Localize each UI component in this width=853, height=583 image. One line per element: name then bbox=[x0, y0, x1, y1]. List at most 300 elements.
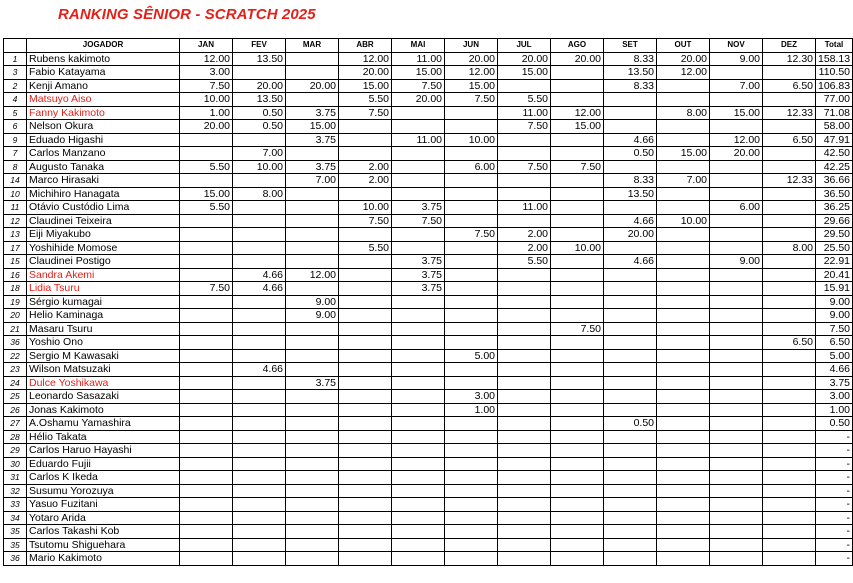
month-score-mai bbox=[392, 174, 445, 188]
month-score-set: 0.50 bbox=[604, 147, 657, 161]
month-score-jun: 7.50 bbox=[445, 228, 498, 242]
total-score: - bbox=[816, 498, 853, 512]
total-score: - bbox=[816, 471, 853, 485]
month-score-jun bbox=[445, 511, 498, 525]
month-score-out bbox=[657, 322, 710, 336]
month-score-set: 4.66 bbox=[604, 255, 657, 269]
month-score-set: 4.66 bbox=[604, 133, 657, 147]
table-row bbox=[4, 133, 853, 147]
month-score-abr: 7.50 bbox=[339, 214, 392, 228]
month-score-ago bbox=[551, 79, 604, 93]
month-score-jul bbox=[498, 430, 551, 444]
month-score-dez: 6.50 bbox=[763, 79, 816, 93]
month-score-fev bbox=[233, 538, 286, 552]
month-score-jun bbox=[445, 322, 498, 336]
month-score-mai: 7.50 bbox=[392, 79, 445, 93]
month-score-jul bbox=[498, 417, 551, 431]
month-score-ago bbox=[551, 525, 604, 539]
month-score-abr: 20.00 bbox=[339, 66, 392, 80]
month-score-out bbox=[657, 187, 710, 201]
month-score-nov bbox=[710, 511, 763, 525]
month-score-nov bbox=[710, 160, 763, 174]
total-score: - bbox=[816, 511, 853, 525]
column-header-fev: FEV bbox=[233, 39, 286, 53]
month-score-jan bbox=[180, 471, 233, 485]
month-score-mai bbox=[392, 457, 445, 471]
month-score-nov: 7.00 bbox=[710, 79, 763, 93]
month-score-mai bbox=[392, 430, 445, 444]
month-score-jun bbox=[445, 376, 498, 390]
total-score: 20.41 bbox=[816, 268, 853, 282]
month-score-fev bbox=[233, 241, 286, 255]
month-score-jun bbox=[445, 417, 498, 431]
column-header-out: OUT bbox=[657, 39, 710, 53]
month-score-out bbox=[657, 255, 710, 269]
month-score-ago bbox=[551, 147, 604, 161]
month-score-dez bbox=[763, 525, 816, 539]
month-score-jul bbox=[498, 363, 551, 377]
month-score-jan bbox=[180, 511, 233, 525]
month-score-out bbox=[657, 268, 710, 282]
month-score-mar bbox=[286, 430, 339, 444]
month-score-mar bbox=[286, 363, 339, 377]
month-score-abr bbox=[339, 390, 392, 404]
month-score-dez bbox=[763, 349, 816, 363]
month-score-jul bbox=[498, 268, 551, 282]
month-score-jun bbox=[445, 484, 498, 498]
month-score-dez bbox=[763, 187, 816, 201]
month-score-mai bbox=[392, 390, 445, 404]
month-score-ago bbox=[551, 255, 604, 269]
month-score-ago bbox=[551, 471, 604, 485]
month-score-out bbox=[657, 525, 710, 539]
month-score-set bbox=[604, 376, 657, 390]
month-score-ago bbox=[551, 444, 604, 458]
column-header-jan: JAN bbox=[180, 39, 233, 53]
total-score: 71.08 bbox=[816, 106, 853, 120]
player-name: Leonardo Sasazaki bbox=[27, 390, 180, 404]
month-score-ago: 12.00 bbox=[551, 106, 604, 120]
month-score-jul: 7.50 bbox=[498, 160, 551, 174]
month-score-jun: 6.00 bbox=[445, 160, 498, 174]
month-score-nov bbox=[710, 174, 763, 188]
month-score-jan bbox=[180, 295, 233, 309]
month-score-jun: 5.00 bbox=[445, 349, 498, 363]
month-score-fev: 4.66 bbox=[233, 268, 286, 282]
row-position: 22 bbox=[4, 349, 27, 363]
month-score-fev: 4.66 bbox=[233, 363, 286, 377]
row-position: 12 bbox=[4, 214, 27, 228]
month-score-set bbox=[604, 201, 657, 215]
row-position: 6 bbox=[4, 120, 27, 134]
month-score-nov bbox=[710, 336, 763, 350]
month-score-set bbox=[604, 322, 657, 336]
player-name: Michihiro Hanagata bbox=[27, 187, 180, 201]
total-score: - bbox=[816, 552, 853, 566]
month-score-mai: 15.00 bbox=[392, 66, 445, 80]
month-score-mai bbox=[392, 160, 445, 174]
month-score-abr bbox=[339, 120, 392, 134]
row-position: 14 bbox=[4, 174, 27, 188]
month-score-jul bbox=[498, 390, 551, 404]
total-score: 29.66 bbox=[816, 214, 853, 228]
player-name: Hélio Takata bbox=[27, 430, 180, 444]
total-score: 36.66 bbox=[816, 174, 853, 188]
month-score-fev: 7.00 bbox=[233, 147, 286, 161]
month-score-ago bbox=[551, 376, 604, 390]
player-name: Fanny Kakimoto bbox=[27, 106, 180, 120]
month-score-abr: 2.00 bbox=[339, 160, 392, 174]
month-score-abr bbox=[339, 268, 392, 282]
month-score-mar: 3.75 bbox=[286, 106, 339, 120]
row-position: 2 bbox=[4, 79, 27, 93]
month-score-nov bbox=[710, 322, 763, 336]
month-score-jul bbox=[498, 295, 551, 309]
table-row bbox=[4, 255, 853, 269]
month-score-jan: 5.50 bbox=[180, 160, 233, 174]
month-score-set: 13.50 bbox=[604, 66, 657, 80]
row-position: 17 bbox=[4, 241, 27, 255]
month-score-jan bbox=[180, 336, 233, 350]
month-score-ago bbox=[551, 309, 604, 323]
month-score-set bbox=[604, 106, 657, 120]
month-score-abr bbox=[339, 187, 392, 201]
row-position: 16 bbox=[4, 268, 27, 282]
player-name: Matsuyo Aiso bbox=[27, 93, 180, 107]
row-position: 25 bbox=[4, 390, 27, 404]
total-score: 3.75 bbox=[816, 376, 853, 390]
month-score-nov bbox=[710, 484, 763, 498]
table-row bbox=[4, 282, 853, 296]
month-score-dez bbox=[763, 430, 816, 444]
month-score-dez: 6.50 bbox=[763, 133, 816, 147]
column-header-mai: MAI bbox=[392, 39, 445, 53]
month-score-jul bbox=[498, 444, 551, 458]
month-score-jan bbox=[180, 255, 233, 269]
month-score-jun bbox=[445, 174, 498, 188]
month-score-nov: 9.00 bbox=[710, 255, 763, 269]
total-score: - bbox=[816, 457, 853, 471]
month-score-abr bbox=[339, 444, 392, 458]
month-score-fev bbox=[233, 403, 286, 417]
table-row bbox=[4, 174, 853, 188]
month-score-nov bbox=[710, 228, 763, 242]
month-score-jun bbox=[445, 147, 498, 161]
month-score-mar bbox=[286, 390, 339, 404]
month-score-abr bbox=[339, 349, 392, 363]
month-score-fev bbox=[233, 228, 286, 242]
row-position: 1 bbox=[4, 52, 27, 66]
table-row bbox=[4, 511, 853, 525]
month-score-jan bbox=[180, 241, 233, 255]
total-score: - bbox=[816, 484, 853, 498]
month-score-mai bbox=[392, 417, 445, 431]
month-score-dez bbox=[763, 390, 816, 404]
player-name: Claudinei Teixeira bbox=[27, 214, 180, 228]
month-score-mar bbox=[286, 187, 339, 201]
month-score-set: 8.33 bbox=[604, 174, 657, 188]
month-score-nov bbox=[710, 187, 763, 201]
month-score-jan bbox=[180, 322, 233, 336]
month-score-abr: 10.00 bbox=[339, 201, 392, 215]
month-score-jun bbox=[445, 457, 498, 471]
month-score-out: 15.00 bbox=[657, 147, 710, 161]
month-score-fev bbox=[233, 349, 286, 363]
total-score: 47.91 bbox=[816, 133, 853, 147]
month-score-dez: 12.30 bbox=[763, 52, 816, 66]
row-position: 9 bbox=[4, 133, 27, 147]
month-score-nov bbox=[710, 430, 763, 444]
month-score-mar bbox=[286, 241, 339, 255]
month-score-jan: 7.50 bbox=[180, 79, 233, 93]
month-score-dez: 12.33 bbox=[763, 106, 816, 120]
month-score-mar bbox=[286, 484, 339, 498]
month-score-mai bbox=[392, 228, 445, 242]
month-score-jul bbox=[498, 498, 551, 512]
page-title: RANKING SÊNIOR - SCRATCH 2025 bbox=[58, 6, 316, 23]
month-score-set bbox=[604, 120, 657, 134]
month-score-abr bbox=[339, 511, 392, 525]
player-name: Sandra Akemi bbox=[27, 268, 180, 282]
total-score: 15.91 bbox=[816, 282, 853, 296]
month-score-nov bbox=[710, 417, 763, 431]
month-score-jul bbox=[498, 214, 551, 228]
month-score-nov bbox=[710, 403, 763, 417]
month-score-out bbox=[657, 282, 710, 296]
month-score-out bbox=[657, 93, 710, 107]
month-score-set bbox=[604, 538, 657, 552]
month-score-mar bbox=[286, 471, 339, 485]
month-score-jun bbox=[445, 268, 498, 282]
month-score-jun: 1.00 bbox=[445, 403, 498, 417]
month-score-jun bbox=[445, 214, 498, 228]
month-score-dez bbox=[763, 93, 816, 107]
month-score-jul bbox=[498, 79, 551, 93]
player-name: Fabio Katayama bbox=[27, 66, 180, 80]
table-row bbox=[4, 417, 853, 431]
month-score-out bbox=[657, 444, 710, 458]
player-name: Augusto Tanaka bbox=[27, 160, 180, 174]
month-score-jul bbox=[498, 309, 551, 323]
month-score-abr bbox=[339, 457, 392, 471]
month-score-fev bbox=[233, 484, 286, 498]
month-score-ago bbox=[551, 336, 604, 350]
table-row bbox=[4, 525, 853, 539]
month-score-mai: 11.00 bbox=[392, 52, 445, 66]
row-position: 8 bbox=[4, 160, 27, 174]
month-score-jun: 12.00 bbox=[445, 66, 498, 80]
total-score: 106.83 bbox=[816, 79, 853, 93]
ranking-table bbox=[3, 38, 853, 566]
month-score-mar: 3.75 bbox=[286, 376, 339, 390]
month-score-jan bbox=[180, 484, 233, 498]
month-score-jun: 7.50 bbox=[445, 93, 498, 107]
table-row bbox=[4, 52, 853, 66]
month-score-abr bbox=[339, 430, 392, 444]
row-position: 26 bbox=[4, 403, 27, 417]
month-score-set bbox=[604, 241, 657, 255]
table-row bbox=[4, 309, 853, 323]
month-score-dez bbox=[763, 417, 816, 431]
row-position: 15 bbox=[4, 255, 27, 269]
month-score-mai bbox=[392, 241, 445, 255]
month-score-jul: 5.50 bbox=[498, 93, 551, 107]
month-score-ago: 15.00 bbox=[551, 120, 604, 134]
player-name: Kenji Amano bbox=[27, 79, 180, 93]
month-score-ago: 20.00 bbox=[551, 52, 604, 66]
month-score-jan bbox=[180, 444, 233, 458]
total-score: 7.50 bbox=[816, 322, 853, 336]
total-score: 0.50 bbox=[816, 417, 853, 431]
month-score-jan: 5.50 bbox=[180, 201, 233, 215]
month-score-mar bbox=[286, 525, 339, 539]
month-score-jan: 10.00 bbox=[180, 93, 233, 107]
month-score-set: 4.66 bbox=[604, 214, 657, 228]
month-score-mai bbox=[392, 484, 445, 498]
player-name: Nelson Okura bbox=[27, 120, 180, 134]
month-score-fev: 0.50 bbox=[233, 120, 286, 134]
month-score-mai bbox=[392, 444, 445, 458]
month-score-jan bbox=[180, 309, 233, 323]
month-score-mai bbox=[392, 525, 445, 539]
month-score-fev: 8.00 bbox=[233, 187, 286, 201]
month-score-nov bbox=[710, 120, 763, 134]
row-position: 19 bbox=[4, 295, 27, 309]
table-row bbox=[4, 160, 853, 174]
row-position: 10 bbox=[4, 187, 27, 201]
month-score-fev: 13.50 bbox=[233, 93, 286, 107]
month-score-abr: 2.00 bbox=[339, 174, 392, 188]
month-score-jan bbox=[180, 390, 233, 404]
month-score-nov bbox=[710, 93, 763, 107]
month-score-jan bbox=[180, 147, 233, 161]
month-score-nov bbox=[710, 282, 763, 296]
month-score-mar bbox=[286, 214, 339, 228]
month-score-set bbox=[604, 511, 657, 525]
total-score: 42.25 bbox=[816, 160, 853, 174]
month-score-set bbox=[604, 309, 657, 323]
player-name: Eduardo Fujii bbox=[27, 457, 180, 471]
player-name: Rubens kakimoto bbox=[27, 52, 180, 66]
table-row bbox=[4, 214, 853, 228]
row-position: 23 bbox=[4, 363, 27, 377]
month-score-jul: 11.00 bbox=[498, 201, 551, 215]
month-score-jan bbox=[180, 214, 233, 228]
month-score-mar bbox=[286, 336, 339, 350]
month-score-jul bbox=[498, 336, 551, 350]
month-score-jan bbox=[180, 457, 233, 471]
month-score-ago bbox=[551, 430, 604, 444]
month-score-mai bbox=[392, 187, 445, 201]
month-score-out: 7.00 bbox=[657, 174, 710, 188]
table-row bbox=[4, 120, 853, 134]
month-score-ago bbox=[551, 403, 604, 417]
total-score: 9.00 bbox=[816, 309, 853, 323]
month-score-dez bbox=[763, 444, 816, 458]
player-name: Yasuo Fuzitani bbox=[27, 498, 180, 512]
month-score-out bbox=[657, 376, 710, 390]
month-score-mar: 7.00 bbox=[286, 174, 339, 188]
month-score-jun bbox=[445, 282, 498, 296]
month-score-jul bbox=[498, 322, 551, 336]
month-score-jan bbox=[180, 349, 233, 363]
month-score-nov: 15.00 bbox=[710, 106, 763, 120]
month-score-out bbox=[657, 241, 710, 255]
month-score-ago bbox=[551, 66, 604, 80]
total-score: - bbox=[816, 525, 853, 539]
month-score-mai: 3.75 bbox=[392, 255, 445, 269]
month-score-mai bbox=[392, 511, 445, 525]
month-score-mai bbox=[392, 403, 445, 417]
month-score-ago bbox=[551, 349, 604, 363]
column-header-abr: ABR bbox=[339, 39, 392, 53]
player-name: Lidia Tsuru bbox=[27, 282, 180, 296]
table-row bbox=[4, 336, 853, 350]
month-score-mar bbox=[286, 228, 339, 242]
month-score-out bbox=[657, 201, 710, 215]
player-name: Wilson Matsuzaki bbox=[27, 363, 180, 377]
month-score-abr bbox=[339, 336, 392, 350]
month-score-out: 12.00 bbox=[657, 66, 710, 80]
month-score-ago bbox=[551, 417, 604, 431]
month-score-dez bbox=[763, 498, 816, 512]
month-score-ago bbox=[551, 538, 604, 552]
month-score-ago bbox=[551, 201, 604, 215]
month-score-ago bbox=[551, 133, 604, 147]
month-score-fev bbox=[233, 457, 286, 471]
month-score-jan bbox=[180, 538, 233, 552]
month-score-set bbox=[604, 444, 657, 458]
column-header-jul: JUL bbox=[498, 39, 551, 53]
month-score-ago bbox=[551, 214, 604, 228]
month-score-fev bbox=[233, 390, 286, 404]
month-score-fev bbox=[233, 417, 286, 431]
month-score-jul: 5.50 bbox=[498, 255, 551, 269]
table-row bbox=[4, 187, 853, 201]
player-name: Masaru Tsuru bbox=[27, 322, 180, 336]
month-score-fev: 10.00 bbox=[233, 160, 286, 174]
month-score-mar bbox=[286, 255, 339, 269]
total-score: 110.50 bbox=[816, 66, 853, 80]
month-score-jan bbox=[180, 376, 233, 390]
month-score-abr: 12.00 bbox=[339, 52, 392, 66]
month-score-jun bbox=[445, 295, 498, 309]
month-score-out bbox=[657, 457, 710, 471]
month-score-dez bbox=[763, 363, 816, 377]
table-row bbox=[4, 552, 853, 566]
month-score-mai bbox=[392, 106, 445, 120]
total-score: - bbox=[816, 444, 853, 458]
month-score-set bbox=[604, 430, 657, 444]
month-score-ago bbox=[551, 552, 604, 566]
month-score-mai bbox=[392, 120, 445, 134]
month-score-out bbox=[657, 390, 710, 404]
month-score-out bbox=[657, 552, 710, 566]
player-name: Dulce Yoshikawa bbox=[27, 376, 180, 390]
month-score-dez bbox=[763, 471, 816, 485]
column-header-set: SET bbox=[604, 39, 657, 53]
month-score-nov: 20.00 bbox=[710, 147, 763, 161]
column-header-jun: JUN bbox=[445, 39, 498, 53]
month-score-jun bbox=[445, 430, 498, 444]
total-score: 5.00 bbox=[816, 349, 853, 363]
month-score-fev: 20.00 bbox=[233, 79, 286, 93]
month-score-nov bbox=[710, 538, 763, 552]
month-score-ago: 10.00 bbox=[551, 241, 604, 255]
month-score-fev bbox=[233, 498, 286, 512]
month-score-mar bbox=[286, 403, 339, 417]
month-score-jan bbox=[180, 417, 233, 431]
